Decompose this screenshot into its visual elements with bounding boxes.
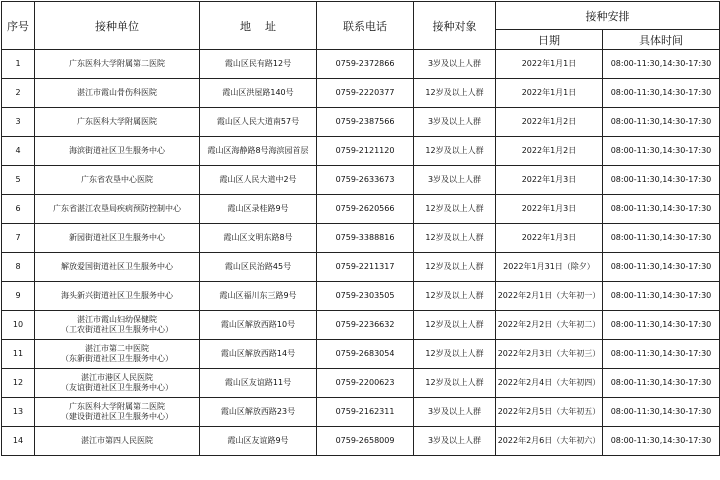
table-row bbox=[2, 282, 720, 311]
cell-phone: 0759-2200623 bbox=[317, 369, 414, 398]
cell-time: 08:00-11:30,14:30-17:30 bbox=[603, 369, 720, 398]
cell-seq: 7 bbox=[2, 224, 35, 253]
table-row bbox=[2, 340, 720, 369]
cell-seq: 9 bbox=[2, 282, 35, 311]
cell-address: 霞山区录桂路9号 bbox=[200, 195, 317, 224]
table-row bbox=[2, 137, 720, 166]
cell-seq: 4 bbox=[2, 137, 35, 166]
unit-name-line: 广东省湛江农垦局疾病预防控制中心 bbox=[53, 204, 181, 213]
unit-name-line: 广东医科大学附属医院 bbox=[77, 117, 157, 126]
cell-seq: 3 bbox=[2, 108, 35, 137]
cell-address: 霞山区海静路8号海滨园首层 bbox=[200, 137, 317, 166]
cell-phone: 0759-2162311 bbox=[317, 398, 414, 427]
vaccination-schedule-table bbox=[1, 1, 720, 456]
cell-target: 12岁及以上人群 bbox=[414, 311, 496, 340]
cell-seq: 10 bbox=[2, 311, 35, 340]
cell-unit bbox=[35, 311, 200, 340]
cell-address: 霞山区友谊路11号 bbox=[200, 369, 317, 398]
cell-phone: 0759-3388816 bbox=[317, 224, 414, 253]
cell-address: 霞山区解放西路14号 bbox=[200, 340, 317, 369]
table-row bbox=[2, 166, 720, 195]
cell-date: 2022年1月1日 bbox=[496, 50, 603, 79]
cell-date: 2022年1月1日 bbox=[496, 79, 603, 108]
cell-address: 霞山区友谊路9号 bbox=[200, 427, 317, 456]
cell-time: 08:00-11:30,14:30-17:30 bbox=[603, 195, 720, 224]
cell-unit bbox=[35, 427, 200, 456]
unit-name-line: 解放爱国街道社区卫生服务中心 bbox=[61, 262, 173, 271]
cell-time: 08:00-11:30,14:30-17:30 bbox=[603, 282, 720, 311]
unit-name-line: 广东医科大学附属第二医院 bbox=[69, 402, 165, 411]
cell-target: 3岁及以上人群 bbox=[414, 427, 496, 456]
table-row bbox=[2, 108, 720, 137]
cell-phone: 0759-2633673 bbox=[317, 166, 414, 195]
unit-name-line: 湛江市霞山骨伤科医院 bbox=[77, 88, 157, 97]
cell-target: 12岁及以上人群 bbox=[414, 369, 496, 398]
unit-name-line: 新园街道社区卫生服务中心 bbox=[69, 233, 165, 242]
cell-time: 08:00-11:30,14:30-17:30 bbox=[603, 50, 720, 79]
table-row bbox=[2, 369, 720, 398]
cell-date: 2022年2月6日（大年初六） bbox=[496, 427, 603, 456]
unit-name-line: 湛江市第四人民医院 bbox=[81, 436, 153, 445]
cell-unit bbox=[35, 369, 200, 398]
cell-address: 霞山区人民大道中2号 bbox=[200, 166, 317, 195]
table-row bbox=[2, 398, 720, 427]
header-row bbox=[2, 2, 720, 30]
cell-date: 2022年1月2日 bbox=[496, 137, 603, 166]
cell-unit bbox=[35, 195, 200, 224]
cell-phone: 0759-2236632 bbox=[317, 311, 414, 340]
unit-name-line: （工农街道社区卫生服务中心） bbox=[61, 325, 173, 334]
cell-target: 3岁及以上人群 bbox=[414, 398, 496, 427]
cell-target: 12岁及以上人群 bbox=[414, 79, 496, 108]
unit-name-line: （东新街道社区卫生服务中心） bbox=[61, 354, 173, 363]
cell-phone: 0759-2683054 bbox=[317, 340, 414, 369]
cell-time: 08:00-11:30,14:30-17:30 bbox=[603, 398, 720, 427]
cell-target: 12岁及以上人群 bbox=[414, 253, 496, 282]
cell-phone: 0759-2220377 bbox=[317, 79, 414, 108]
cell-time: 08:00-11:30,14:30-17:30 bbox=[603, 340, 720, 369]
header-seq: 序号 bbox=[2, 2, 35, 50]
cell-target: 3岁及以上人群 bbox=[414, 166, 496, 195]
cell-target: 3岁及以上人群 bbox=[414, 50, 496, 79]
header-target: 接种对象 bbox=[414, 2, 496, 50]
cell-address: 霞山区民治路45号 bbox=[200, 253, 317, 282]
cell-time: 08:00-11:30,14:30-17:30 bbox=[603, 137, 720, 166]
cell-seq: 14 bbox=[2, 427, 35, 456]
cell-date: 2022年2月2日（大年初二） bbox=[496, 311, 603, 340]
cell-address: 霞山区民有路12号 bbox=[200, 50, 317, 79]
cell-date: 2022年1月2日 bbox=[496, 108, 603, 137]
cell-time: 08:00-11:30,14:30-17:30 bbox=[603, 224, 720, 253]
cell-phone: 0759-2658009 bbox=[317, 427, 414, 456]
cell-target: 12岁及以上人群 bbox=[414, 282, 496, 311]
cell-phone: 0759-2211317 bbox=[317, 253, 414, 282]
cell-date: 2022年2月5日（大年初五） bbox=[496, 398, 603, 427]
cell-seq: 8 bbox=[2, 253, 35, 282]
cell-time: 08:00-11:30,14:30-17:30 bbox=[603, 108, 720, 137]
cell-date: 2022年1月3日 bbox=[496, 166, 603, 195]
cell-date: 2022年1月3日 bbox=[496, 195, 603, 224]
cell-phone: 0759-2121120 bbox=[317, 137, 414, 166]
cell-date: 2022年1月3日 bbox=[496, 224, 603, 253]
cell-address: 霞山区文明东路8号 bbox=[200, 224, 317, 253]
cell-seq: 11 bbox=[2, 340, 35, 369]
cell-unit bbox=[35, 282, 200, 311]
cell-time: 08:00-11:30,14:30-17:30 bbox=[603, 166, 720, 195]
cell-seq: 2 bbox=[2, 79, 35, 108]
unit-name-line: 广东省农垦中心医院 bbox=[81, 175, 153, 184]
cell-unit bbox=[35, 50, 200, 79]
cell-address: 霞山区人民大道南57号 bbox=[200, 108, 317, 137]
unit-name-line: （建设街道社区卫生服务中心） bbox=[61, 412, 173, 421]
unit-name-line: （友谊街道社区卫生服务中心） bbox=[61, 383, 173, 392]
cell-time: 08:00-11:30,14:30-17:30 bbox=[603, 427, 720, 456]
table-row bbox=[2, 224, 720, 253]
cell-unit bbox=[35, 137, 200, 166]
header-address: 地 址 bbox=[200, 2, 317, 50]
cell-time: 08:00-11:30,14:30-17:30 bbox=[603, 311, 720, 340]
unit-name-line: 湛江市霞山妇幼保健院 bbox=[77, 315, 157, 324]
header-arrangement: 接种安排 bbox=[496, 2, 720, 30]
cell-time: 08:00-11:30,14:30-17:30 bbox=[603, 79, 720, 108]
cell-phone: 0759-2387566 bbox=[317, 108, 414, 137]
cell-target: 3岁及以上人群 bbox=[414, 108, 496, 137]
cell-unit bbox=[35, 340, 200, 369]
cell-phone: 0759-2372866 bbox=[317, 50, 414, 79]
cell-address: 霞山区洪屋路140号 bbox=[200, 79, 317, 108]
table-row bbox=[2, 50, 720, 79]
cell-target: 12岁及以上人群 bbox=[414, 137, 496, 166]
cell-date: 2022年2月1日（大年初一） bbox=[496, 282, 603, 311]
cell-seq: 6 bbox=[2, 195, 35, 224]
cell-unit bbox=[35, 224, 200, 253]
table-row bbox=[2, 311, 720, 340]
table-row bbox=[2, 253, 720, 282]
cell-date: 2022年2月4日（大年初四） bbox=[496, 369, 603, 398]
unit-name-line: 湛江市港区人民医院 bbox=[81, 373, 153, 382]
cell-time: 08:00-11:30,14:30-17:30 bbox=[603, 253, 720, 282]
cell-unit bbox=[35, 253, 200, 282]
cell-phone: 0759-2620566 bbox=[317, 195, 414, 224]
cell-date: 2022年1月31日（除夕） bbox=[496, 253, 603, 282]
unit-name-line: 广东医科大学附属第二医院 bbox=[69, 59, 165, 68]
unit-name-line: 湛江市第二中医院 bbox=[85, 344, 149, 353]
cell-seq: 12 bbox=[2, 369, 35, 398]
table-row bbox=[2, 195, 720, 224]
cell-seq: 5 bbox=[2, 166, 35, 195]
header-phone: 联系电话 bbox=[317, 2, 414, 50]
unit-name-line: 海滨街道社区卫生服务中心 bbox=[69, 146, 165, 155]
cell-target: 12岁及以上人群 bbox=[414, 340, 496, 369]
table-row bbox=[2, 427, 720, 456]
header-date: 日期 bbox=[496, 30, 603, 50]
cell-address: 霞山区解放西路23号 bbox=[200, 398, 317, 427]
unit-name-line: 海头新兴街道社区卫生服务中心 bbox=[61, 291, 173, 300]
header-unit: 接种单位 bbox=[35, 2, 200, 50]
table-row bbox=[2, 79, 720, 108]
cell-target: 12岁及以上人群 bbox=[414, 195, 496, 224]
cell-unit bbox=[35, 398, 200, 427]
cell-unit bbox=[35, 79, 200, 108]
cell-address: 霞山区解放西路10号 bbox=[200, 311, 317, 340]
cell-unit bbox=[35, 166, 200, 195]
cell-phone: 0759-2303505 bbox=[317, 282, 414, 311]
cell-date: 2022年2月3日（大年初三） bbox=[496, 340, 603, 369]
cell-address: 霞山区福川东三路9号 bbox=[200, 282, 317, 311]
cell-unit bbox=[35, 108, 200, 137]
cell-seq: 13 bbox=[2, 398, 35, 427]
header-time: 具体时间 bbox=[603, 30, 720, 50]
cell-target: 12岁及以上人群 bbox=[414, 224, 496, 253]
cell-seq: 1 bbox=[2, 50, 35, 79]
